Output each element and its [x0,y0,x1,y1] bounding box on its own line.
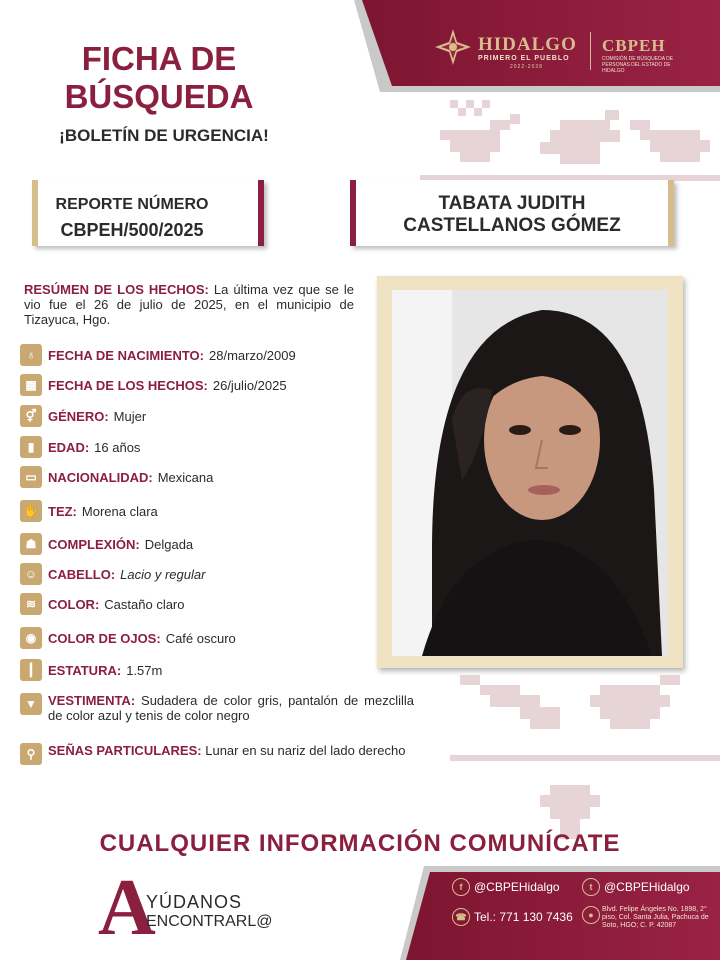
field-label: FECHA DE LOS HECHOS: [48,377,208,393]
footer-facebook[interactable] [452,878,560,896]
footer-twitter[interactable] [582,878,690,896]
person-name-line-1: TABATA JUDITH [438,193,586,214]
field-value: Café oscuro [165,630,236,646]
field-label: GÉNERO: [48,408,109,424]
campaign-logo-line-1: YÚDANOS [146,892,243,912]
field-value: Lacio y regular [120,566,206,582]
person-name-line-2: CASTELLANOS GÓMEZ [403,215,621,236]
person-photo-illustration [392,290,668,656]
facebook-icon: f [452,878,470,896]
field-label: TEZ: [48,503,77,519]
field-label: COLOR: [48,596,100,612]
footer-address: Blvd. Felipe Ángeles No. 1898, 2° piso, Col. Santa Julia, Pachuca de Soto, HGO; C. P. 42087 [602,906,709,929]
twitter-icon: t [582,878,600,896]
logo-divider [590,32,591,70]
field-gender [20,404,146,428]
field-label: EDAD: [48,439,90,455]
cbpeh-logo-subtitle: COMISIÓN DE BÚSQUEDA DE PERSONAS DEL ESTADO DE HIDALGO [602,56,674,74]
facebook-handle: @CBPEHidalgo [474,880,560,894]
summary-text: La última vez que se le vio fue el 26 de julio de 2025, en el municipio de Tizayuca, Hgo. [24,282,354,327]
field-event-date [20,373,287,397]
field-value: 16 años [94,439,141,455]
campaign-logo-letter: A [98,864,156,952]
ruler-icon: ┃ [20,659,42,681]
id-card-icon: ▭ [20,466,42,488]
location-pin-icon: ● [582,906,600,924]
field-height [20,658,162,682]
field-value: Mujer [113,408,147,424]
field-value: Morena clara [81,503,158,519]
clothing-label: VESTIMENTA: [48,693,136,708]
calendar-icon: ▦ [20,374,42,396]
field-value: Delgada [144,536,194,552]
field-hair-color [20,592,185,616]
field-label: COLOR DE OJOS: [48,630,161,646]
shirt-icon: ▼ [20,693,42,715]
field-label: ESTATURA: [48,662,122,678]
marks-text: Lunar en su nariz del lado derecho [205,743,406,758]
hidalgo-logo-years: 2022-2028 [510,64,543,70]
footer-phone[interactable] [452,908,573,926]
phone-icon: ☎ [452,908,470,926]
field-label: CABELLO: [48,566,116,582]
body-icon: ☗ [20,533,42,555]
field-value: 26/julio/2025 [212,377,287,393]
field-value: Mexicana [157,469,214,485]
field-label: COMPLEXIÓN: [48,536,140,552]
birthday-cake-icon: ♁ [20,344,42,366]
summary-label: RESÚMEN DE LOS HECHOS: [24,282,209,297]
field-birthdate [20,343,296,367]
field-skin [20,499,158,523]
hidalgo-star-logo-icon [434,28,472,66]
marks-label: SEÑAS PARTICULARES: [48,743,202,758]
field-distinguishing-marks [20,743,408,765]
field-clothing [20,693,414,723]
clothing-text: Sudadera de color gris, pantalón de mezclilla de color azul y tenis de color negro [48,693,414,723]
cbpeh-logo-name: CBPEH [602,36,666,55]
field-value: 1.57m [126,662,163,678]
color-icon: ≋ [20,593,42,615]
hair-icon: ☺ [20,563,42,585]
title-line-2: BÚSQUEDA [64,78,254,115]
field-nationality [20,465,213,489]
field-age [20,435,140,459]
field-hair [20,562,205,586]
field-label: NACIONALIDAD: [48,469,153,485]
title-line-1: FICHA DE [81,40,237,77]
field-build [20,532,193,556]
report-number: CBPEH/500/2025 [60,220,204,240]
field-value: Castaño claro [104,596,185,612]
eye-icon: ◉ [20,627,42,649]
skin-icon: ✋ [20,500,42,522]
call-to-action: CUALQUIER INFORMACIÓN COMUNÍCATE [99,830,621,857]
gender-icon: ⚥ [20,405,42,427]
field-eye-color [20,626,236,650]
person-name [356,193,668,237]
summary-block [24,282,354,327]
footer-location [582,906,604,924]
decorative-bird-pattern-bottom [450,665,720,855]
hidalgo-logo-name: HIDALGO [478,34,577,55]
page-title [24,40,294,116]
hidalgo-logo-tagline: PRIMERO EL PUEBLO [478,55,570,62]
report-label: REPORTE NÚMERO [55,196,209,213]
person-photo [392,290,668,656]
magnifier-icon: ⚲ [20,743,42,765]
phone-number: Tel.: 771 130 7436 [474,910,573,924]
age-icon: ▮ [20,436,42,458]
field-label: FECHA DE NACIMIENTO: [48,347,204,363]
page-subtitle: ¡BOLETÍN DE URGENCIA! [59,126,269,145]
field-value: 28/marzo/2009 [209,347,296,363]
campaign-logo-line-2: ENCONTRARL@ [146,913,273,930]
twitter-handle: @CBPEHidalgo [604,880,690,894]
